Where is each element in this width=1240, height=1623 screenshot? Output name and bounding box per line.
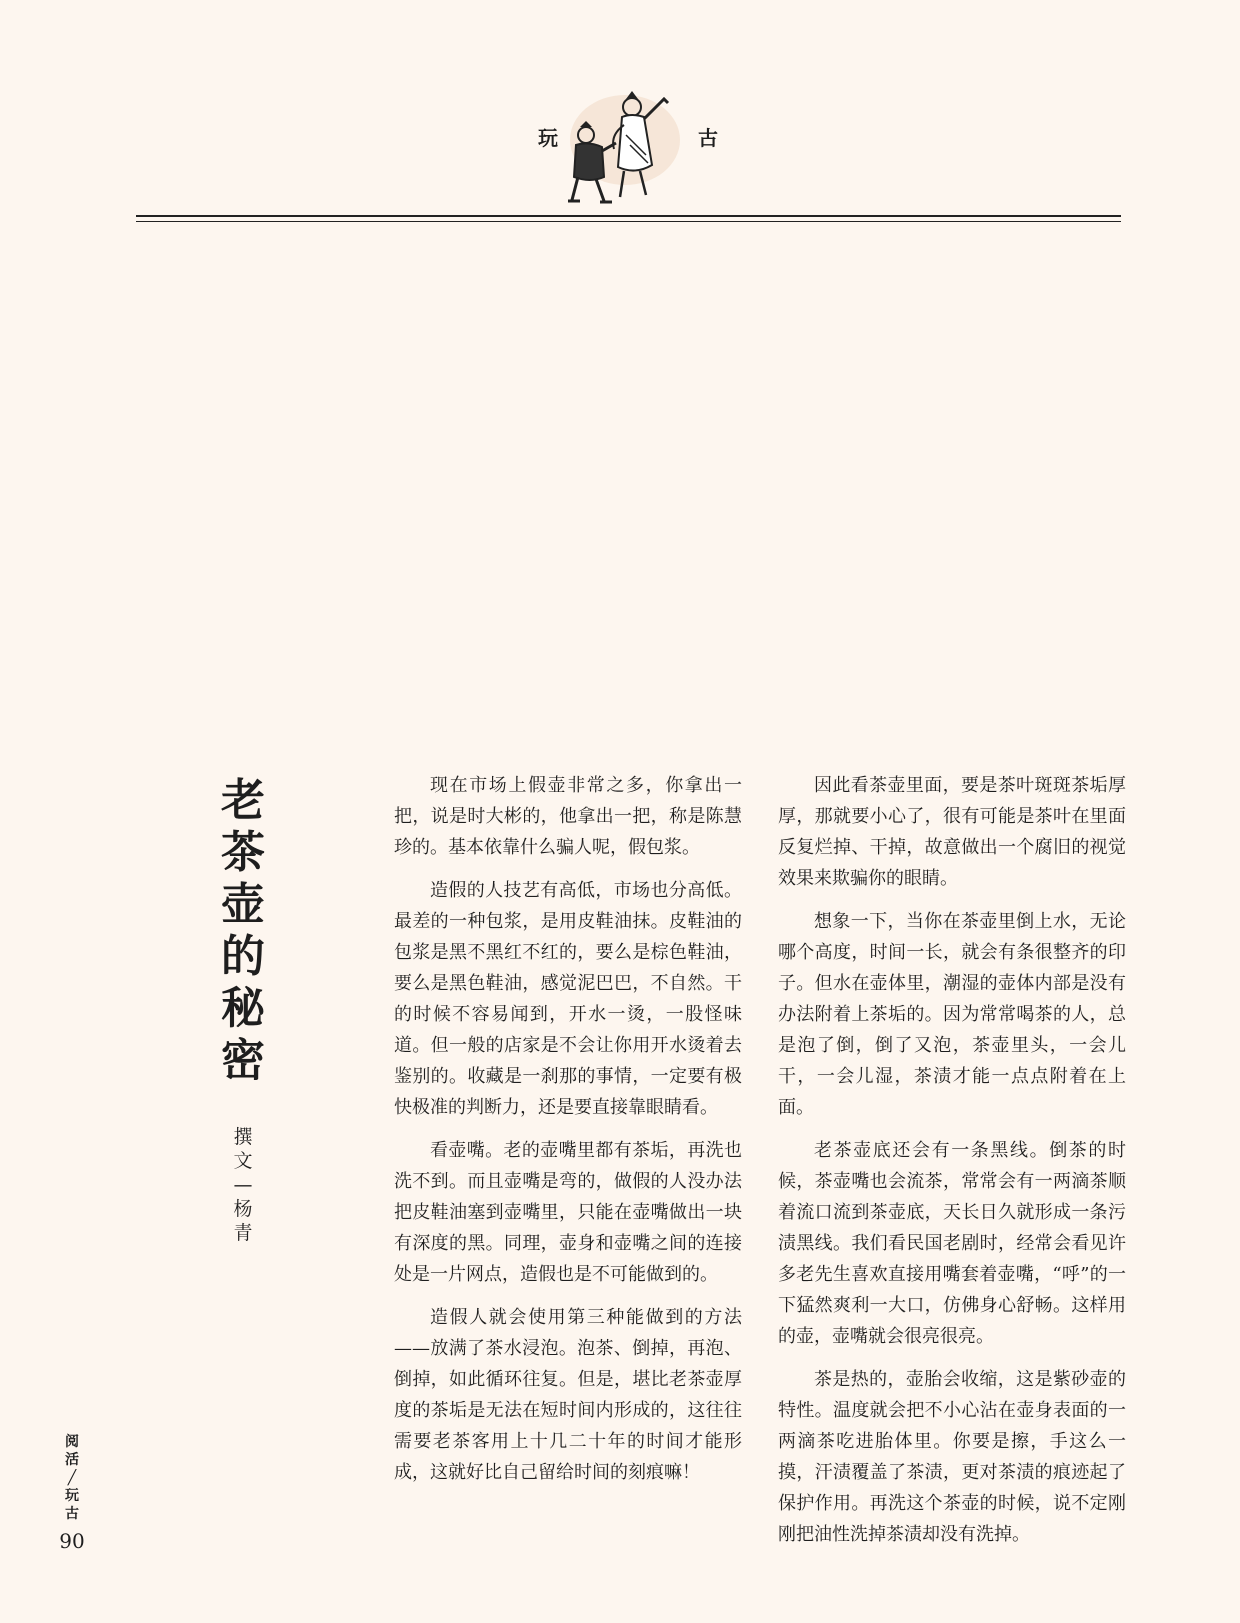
page-number: 90 — [59, 1529, 85, 1553]
article-byline: 撰 文 — 杨 青 — [233, 1126, 253, 1244]
figures-illustration-icon — [560, 85, 690, 210]
footer-section-label: 阅 活 ╱ 玩 古 — [65, 1434, 79, 1522]
paragraph: 看壶嘴。老的壶嘴里都有茶垢，再洗也洗不到。而且壶嘴是弯的，做假的人没办法把皮鞋油塞到壶嘴里，只能在壶嘴做出一块有深度的黑。同理，壶身和壶嘴之间的连接处是一片网点，造假也是不可能做到的。 — [394, 1140, 742, 1285]
text-column-1 — [394, 770, 742, 1500]
paragraph: 现在市场上假壶非常之多，你拿出一把，说是时大彬的，他拿出一把，称是陈慧珍的。基本依靠什么骗人呢，假包浆。 — [394, 775, 742, 858]
paragraph: 想象一下，当你在茶壶里倒上水，无论哪个高度，时间一长，就会有条很整齐的印子。但水在壶体里，潮湿的壶体内部是没有办法附着上茶垢的。因为常常喝茶的人，总是泡了倒，倒了又泡，茶壶里头，一会儿干，一会儿湿，茶渍才能一点点附着在上面。 — [778, 911, 1126, 1118]
paragraph: 造假人就会使用第三种能做到的方法——放满了茶水浸泡。泡茶、倒掉，再泡、倒掉，如此循环往复。但是，堪比老茶壶厚度的茶垢是无法在短时间内形成的，这往往需要老茶客用上十几二十年的时间才能形成，这就好比自己留给时间的刻痕嘛！ — [394, 1307, 742, 1483]
header-right-label: 古 — [698, 126, 720, 150]
article-title: 老 茶 壶 的 秘 密 — [221, 775, 265, 1086]
paragraph: 老茶壶底还会有一条黑线。倒茶的时候，茶壶嘴也会流茶，常常会有一两滴茶顺着流口流到茶壶底，天长日久就形成一条污渍黑线。我们看民国老剧时，经常会看见许多老先生喜欢直接用嘴套着壶嘴，“呼”的一下猛然爽利一大口，仿佛身心舒畅。这样用的壶，壶嘴就会很亮很亮。 — [778, 1140, 1126, 1347]
text-column-2 — [778, 770, 1126, 1562]
header-divider-thick — [136, 215, 1121, 217]
header-divider-thin — [136, 221, 1121, 222]
paragraph: 造假的人技艺有高低，市场也分高低。最差的一种包浆，是用皮鞋油抹。皮鞋油的包浆是黑不黑红不红的，要么是棕色鞋油，要么是黑色鞋油，感觉泥巴巴，不自然。干的时候不容易闻到，开水一烫，一股怪味道。但一般的店家是不会让你用开水烫着去鉴别的。收藏是一刹那的事情，一定要有极快极准的判断力，还是要直接靠眼睛看。 — [394, 880, 742, 1118]
page-footer — [52, 1433, 92, 1553]
header-left-label: 玩 — [538, 126, 560, 150]
paragraph: 因此看茶壶里面，要是茶叶斑斑茶垢厚厚，那就要小心了，很有可能是茶叶在里面反复烂掉、干掉，故意做出一个腐旧的视觉效果来欺骗你的眼睛。 — [778, 775, 1126, 889]
paragraph: 茶是热的，壶胎会收缩，这是紫砂壶的特性。温度就会把不小心沾在壶身表面的一两滴茶吃进胎体里。你要是擦，手这么一摸，汗渍覆盖了茶渍，更对茶渍的痕迹起了保护作用。再洗这个茶壶的时候，说不定刚刚把油性洗掉茶渍却没有洗掉。 — [778, 1369, 1126, 1545]
